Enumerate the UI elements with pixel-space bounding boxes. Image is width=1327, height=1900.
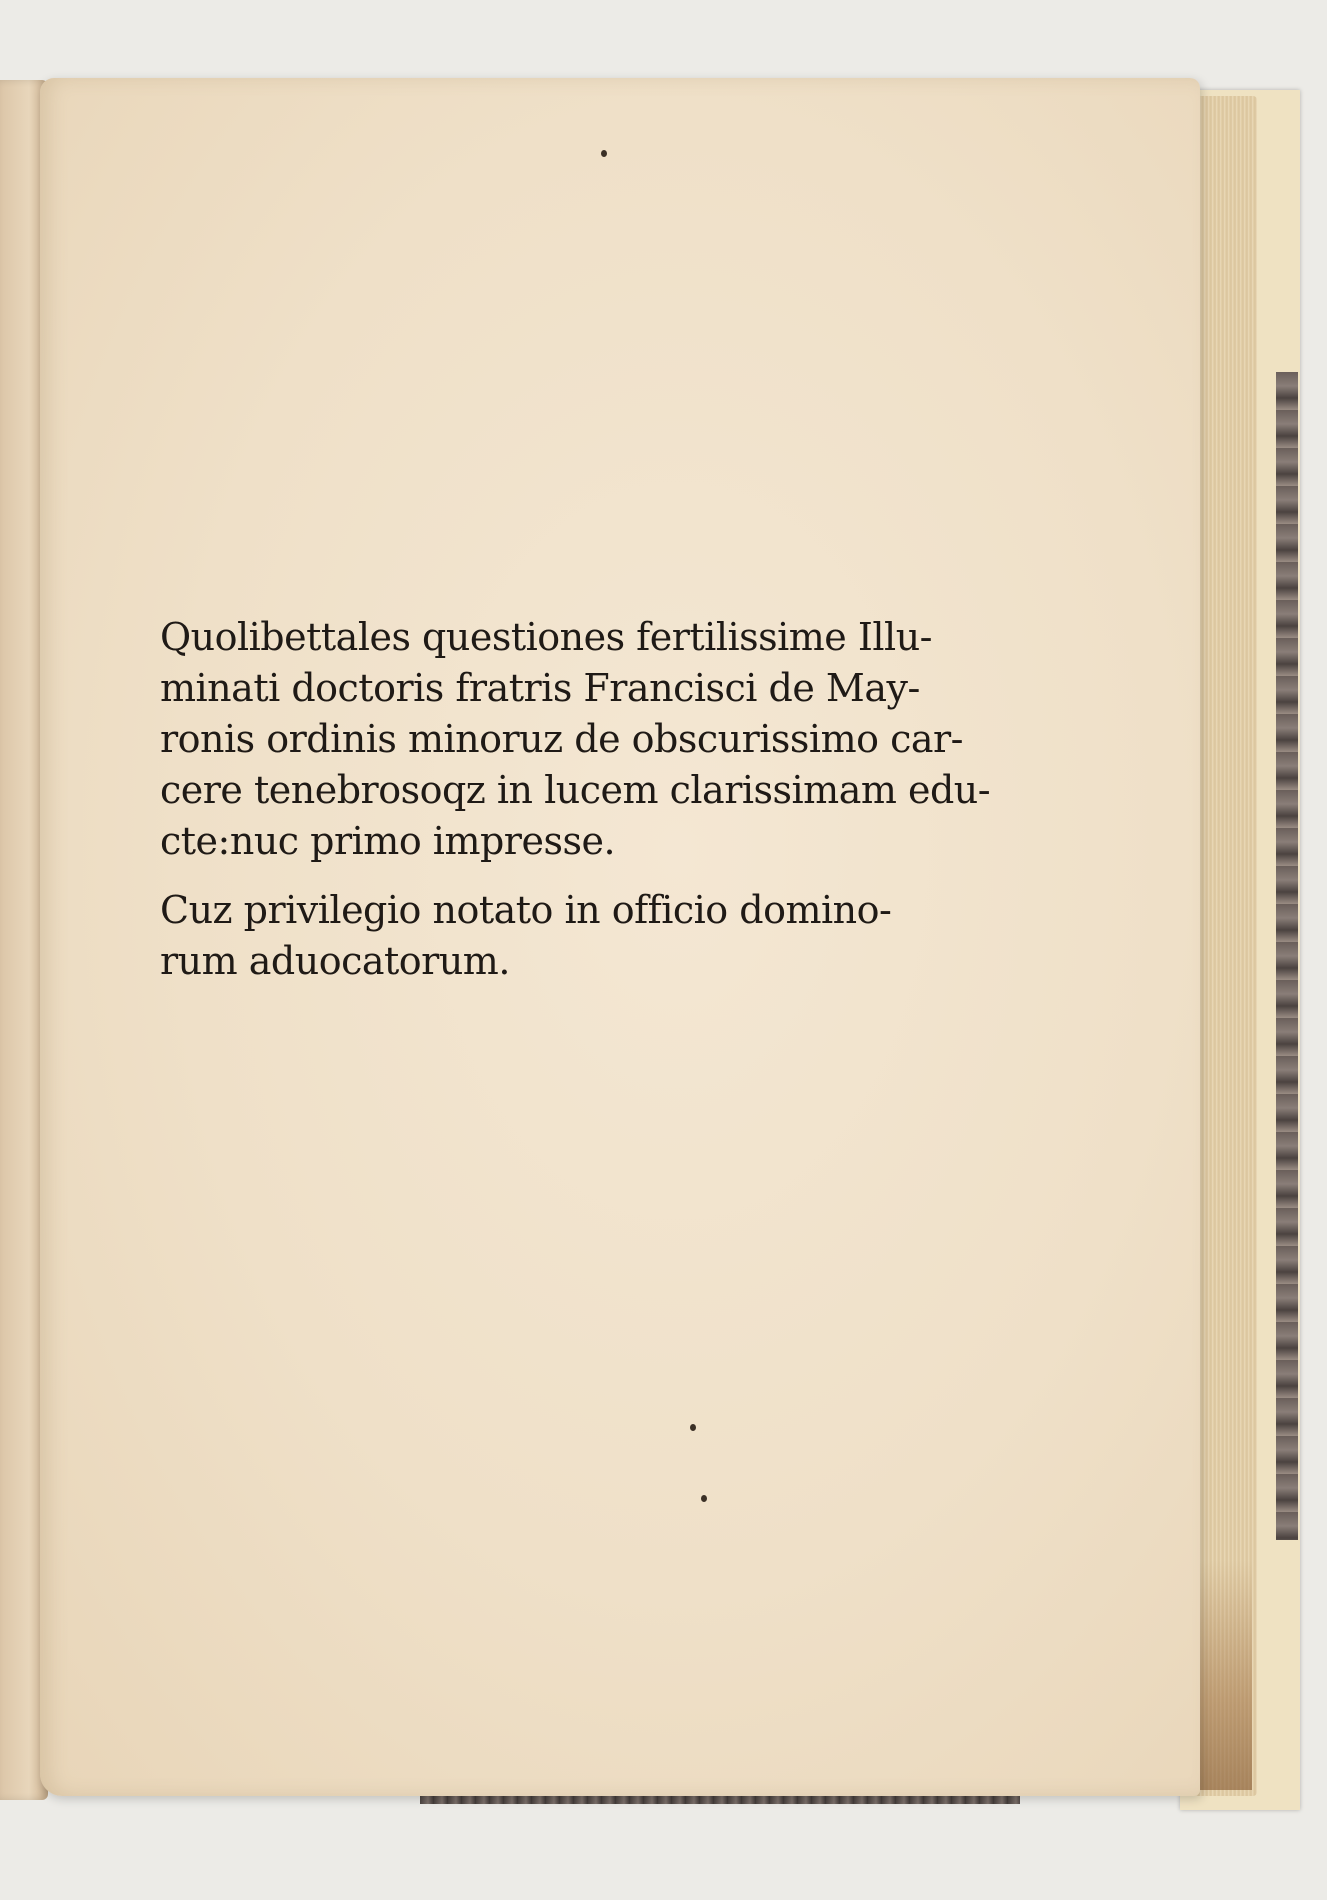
privilege-line-2: rum aduocatorum. [160, 939, 510, 983]
page-edge-stain [1196, 1560, 1252, 1790]
title-line-3: ronis ordinis minoruz de obscurissimo car- [160, 717, 964, 761]
title-line-5: cte:nuc primo impresse. [160, 819, 616, 863]
wormhole-top [601, 150, 607, 157]
wormhole-lower-1 [690, 1424, 696, 1431]
title-line-2: minati doctoris fratris Francisci de May- [160, 666, 920, 710]
paragraph-gap [160, 867, 960, 885]
privilege-line-1: Cuz privilegio notato in officio domino- [160, 888, 892, 932]
marbled-pastedown [1276, 372, 1298, 1540]
title-line-4: cere tenebrosoqz in lucem clarissimam edu- [160, 768, 991, 812]
title-line-1: Quolibettales questiones fertilissime Illu- [160, 615, 933, 659]
title-text-block [160, 612, 991, 987]
wormhole-lower-2 [701, 1495, 707, 1502]
